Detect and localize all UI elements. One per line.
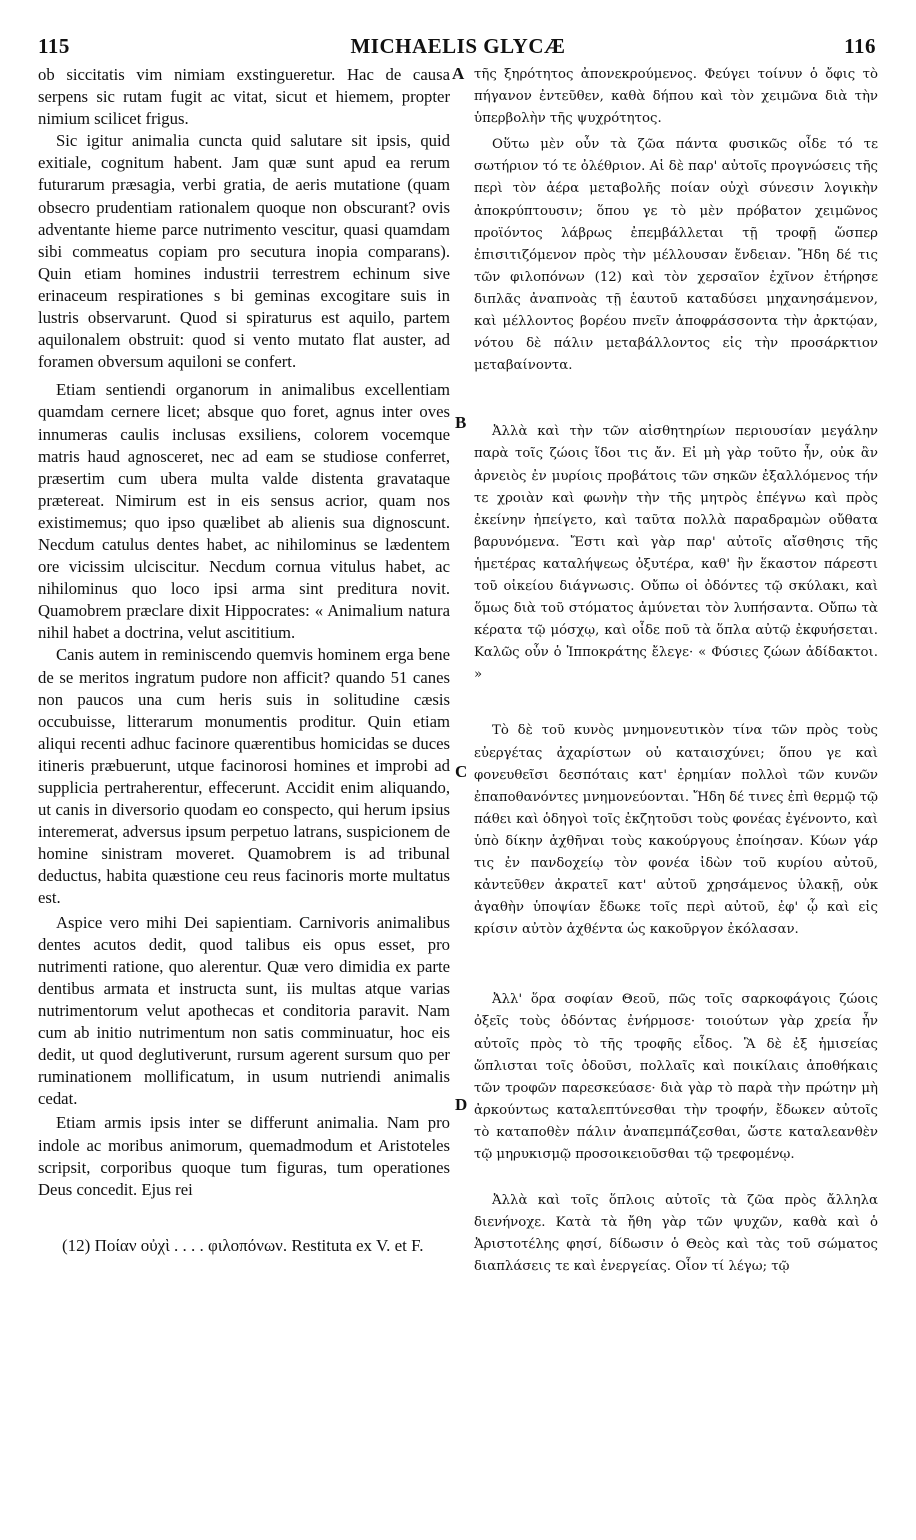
page-number-left: 115 <box>38 34 70 58</box>
margin-letter-b: B <box>455 413 467 432</box>
latin-paragraph: Canis autem in reminiscendo quemvis hominem erga bene de se meritos ingratum pudore non afficit? quando 51 canes non paucos una cum heris suis in solitudine cæsis occubuisse, litterarum monumentis proditur. Quin etiam aliqui recenti adhuc facinore quærentibus homicidas se duces itineris præbuerunt, utque facinorosi homines et improbi ad supplicia pertraherentur, effecerunt. Accidit enim aliquando, ut canis in diversorio quodam eo conspecto, qui herum ipsius interemerat, adversus ipsum perpetuo latrans, suspicionem de homine sinistram moveret. Quamobrem is ad tribunal deductus, habita quæstione ceu reus facinoris morte multatus est. <box>38 645 450 908</box>
running-title: MICHAELIS GLYCÆ <box>350 34 566 58</box>
latin-paragraph: Aspice vero mihi Dei sapientiam. Carnivoris animalibus dentes acutos dedit, quod talibus eis opus esset, pro nutrimenti ratione, quo alerentur. Quæ vero dimidia ex parte dentibus armata et instructa sunt, iis multas atque varias nutrimentorum velut apothecas et conditoria paravit. Nam cum ab initio nutrimentum non satis comminuatur, hoc eis dedit, ut quod deglutiverunt, rursum agerent sursum quo per ruminationem mollificatum, in usum nutriendi animalis cedat. <box>38 912 450 1109</box>
margin-letter-a: A <box>452 64 465 83</box>
margin-letter-c: C <box>455 762 468 781</box>
latin-paragraph: Etiam sentiendi organorum in animalibus excellentiam quamdam cernere licet; absque quo foret, agnus inter oves innumeras caulis inclusas exsiliens, colorem vocemque matris haud agnosceret, nec ad eam se studiose conferret, præsertim cum ubera multa valde distenta gravataque prætereat. Nimirum est in eis sensus acrior, quam nos existimemus; quo ipso quælibet ab alienis sua dignoscunt. Necdum catulus dentes habet, ac nihilominus se lædentem ore vicissim ulciscitur. Necdum cornua vitulus habet, ac nihilominus quo loco ipsi arma sint preditura novit. Quamobrem præclare dixit Hippocrates: « Animalium natura nihil habet a doctrina, velut ascititium. <box>38 380 450 643</box>
greek-paragraph: Ἀλλὰ καὶ τὴν τῶν αἰσθητηρίων περιουσίαν μεγάλην παρὰ τοῖς ζώοις ἴδοι τις ἄν. Εἰ μὴ γὰρ τοῦτο ἦν, οὐκ ἂν ἀρνειὸς ἐν μυρίοις προβάτοις τῶν σηκῶν ἐξαλλόμενος τήν τε χροιὰν καὶ φωνὴν τὴν τῆς μητρὸς ἐπέγνω καὶ πρὸς ἐκείνην ἠπείγετο, καὶ ταῦτα πολλὰ παραδραμὼν οὔθατα βαρυνόμενα. Ἔστι καὶ γὰρ παρ' αὐτοῖς αἴσθησις τῆς ἡμετέρας καταλήψεως ὀξυτέρα, καθ' ἣν ἕκαστον πάρεστι τοῦ οἰκείου διάγνωσις. Οὔπω οἱ ὀδόντες τῷ σκύλακι, καὶ ὅμως διὰ τοῦ στόματος ἀμύνεται τὸν λυπήσαντα. Οὔπω τὰ κέρατα τῷ μόσχῳ, καὶ οἶδε ποῦ τὰ ὅπλα αὐτῷ ἐκφυήσεται. Καλῶς οὖν ὁ Ἱπποκράτης ἔλεγε· « Φύσιες ζώων ἀδίδακτοι. » <box>474 424 878 683</box>
greek-column <box>474 64 878 1279</box>
greek-paragraph: Οὕτω μὲν οὖν τὰ ζῶα πάντα φυσικῶς οἶδε τό τε σωτήριον τό τε ὀλέθριον. Αἱ δὲ παρ' αὐτοῖς προγνώσεις τῆς περὶ τὸν ἀέρα μεταβολῆς ποίαν οὐχὶ σύνεσιν λογικὴν ἀποκρύπτουσιν; ὅπου γε τὸ μὲν πρόβατον χειμῶνος προϊόντος λάβρως ἐπεμβάλλεται τῇ τροφῇ ὥσπερ ἐπισιτιζόμενον πρὸς τὴν μέλλουσαν ἔνδειαν. Ἤδη δέ τις τῶν φιλοπόνων (12) καὶ τὸν χερσαῖον ἐχῖνον ἐτήρησε διπλᾶς ἀναπνοὰς τῇ ἑαυτοῦ καταδύσει μηχανησάμενον, καὶ μέλλοντος βορέου πνεῖν ἀποφράσσοντα τὴν ἀρκτῴαν, νότου δὲ πάλιν μεταβάλλοντος εἰς τὴν προσάρκτιον μεταβαίνοντα. <box>474 137 878 374</box>
latin-paragraph: Etiam armis ipsis inter se differunt animalia. Nam pro indole ac moribus animorum, quemadmodum et Aristoteles scripsit, corporibus quoque tum figuras, tum operationes Deus concedit. Ejus rei <box>38 1113 450 1199</box>
greek-paragraph: Τὸ δὲ τοῦ κυνὸς μνημονευτικὸν τίνα τῶν πρὸς τοὺς εὐεργέτας ἀχαρίστων οὐ καταισχύνει; ὅπου γε καὶ φονευθεῖσι δεσπόταις κατ' ἐρημίαν πολλοὶ τῶν κυνῶν ἐπαποθανόντες μνημονεύονται. Ἤδη δέ τινες ἐπὶ θερμῷ τῷ πάθει καὶ ὁδηγοὶ τοῖς ἐκζητοῦσι τοὺς φονέας ἐγένοντο, καὶ ὑπὸ δίκην ἀχθῆναι τοὺς κακούργους ἐποίησαν. Κύων γάρ τις ἐν πανδοχείῳ τὸν φονέα ἰδὼν τοῦ κυρίου αὐτοῦ, κἀντεῦθεν ἀκρατεῖ κατ' αὐτοῦ χρησάμενος ὑλακῇ, οὐκ ἀγαθὴν ὑποψίαν ἔδωκε τοῖς περὶ αὐτοῦ, ἐφ' ᾧ καὶ εἰς κρίσιν αὐτὸν ἀχθέντα ὡς κακοῦργον ἐκόλασαν. <box>474 723 878 938</box>
page-number-right: 116 <box>844 34 876 58</box>
greek-paragraph: Ἀλλὰ καὶ τοῖς ὅπλοις αὐτοῖς τὰ ζῶα πρὸς ἄλληλα διενήνοχε. Κατὰ τὰ ἤθη γὰρ τῶν ψυχῶν, καθὰ καὶ ὁ Ἀριστοτέλης φησί, δίδωσιν ὁ Θεὸς καὶ τὰς τοῦ σώματος διαπλάσεις τε καὶ ἐνεργείας. Οἷον τί λέγω; τῷ <box>474 1193 878 1275</box>
latin-column <box>38 64 450 1201</box>
greek-paragraph: Ἀλλ' ὅρα σοφίαν Θεοῦ, πῶς τοῖς σαρκοφάγοις ζώοις ὀξεῖς τοὺς ὀδόντας ἐνήρμοσε· τοιούτων γὰρ χρεία ἦν αὐτοῖς πρὸς τὸ τῆς τροφῆς εἶδος. Ἃ δὲ ἐξ ἡμισείας ὥπλισται τοῖς ὀδοῦσι, πολλαῖς καὶ ποικίλαις ἀποθήκαις τῶν τροφῶν παρεσκεύασε· διὰ γὰρ τὸ παρὰ τὴν πρώτην μὴ ἀρκούντως καταλεπτύνεσθαι τὴν τροφήν, ἔδωκεν αὐτοῖς τὸ καταποθὲν πάλιν ἀναπεμπάζεσθαι, ὥστε καταλεανθὲν τῷ μηρυκισμῷ προσοικειοῦσθαι τῷ τρεφομένῳ. <box>474 992 878 1163</box>
latin-paragraph: ob siccitatis vim nimiam exstingueretur. Hac de causa serpens sic rutam fugit ac vitat, sicut et hiemem, propter nimium scilicet frigus. <box>38 65 450 129</box>
footnote: (12) Ποίαν οὐχὶ . . . . φιλοπόνων. Restituta ex V. et F. <box>62 1236 424 1255</box>
greek-paragraph: τῆς ξηρότητος ἀπονεκρούμενος. Φεύγει τοίνυν ὁ ὄφις τὸ πήγανον ἐντεῦθεν, καθὰ δήπου καὶ τὸν χειμῶνα διὰ τὴν ὑπερβολὴν τῆς ψυχρότητος. <box>474 67 878 127</box>
margin-letter-d: D <box>455 1095 468 1114</box>
latin-paragraph: Sic igitur animalia cuncta quid salutare sit ipsis, quid exitiale, cognitum habent. Jam quæ sunt apud ea rerum futurarum præsagia, verbi gratia, de aeris mutatione (quam obsecro prudentiam rationalem quoque non obscurant? ovis adventante hieme parce nutrimento vescitur, quasi quamdam sibi commeatus copiam pro secutura inopia comparans). Quin etiam homines industrii terrestrem echinum sive erinaceum respirationes s bi geminas excogitare suis in lustris observarunt. Quod si spiraturus est aquilo, partem aquilonalem obstruit: quod si vento mutato flat auster, ad foramen obversum aquiloni se confert. <box>38 131 450 372</box>
